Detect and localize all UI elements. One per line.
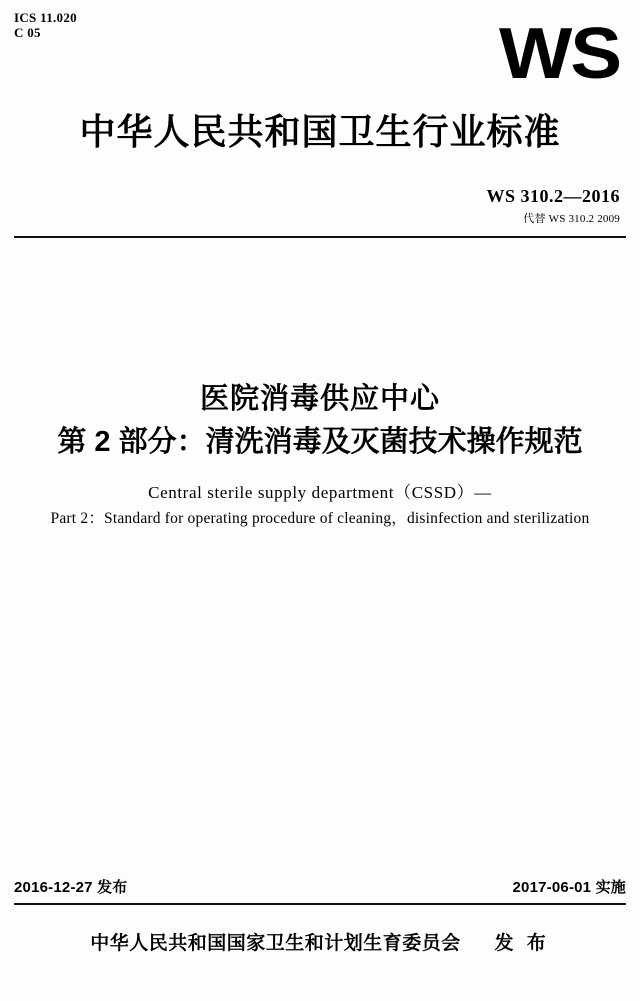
dates-row — [14, 876, 626, 897]
replaces-label: 代替 — [523, 213, 546, 225]
divider-bottom — [14, 903, 626, 905]
issue-date: 2016-12-27 发布 — [14, 879, 128, 896]
replaces-year: 2009 — [597, 213, 620, 225]
document-title-english-2: Part 2：Standard for operating procedure of cleaning，disinfection and sterilization — [50, 510, 590, 527]
document-title-line-2: 第 2 部分：清洗消毒及灭菌技术操作规范 — [57, 426, 583, 458]
replaces-value: WS 310.2 — [548, 213, 595, 225]
issuer-row — [0, 928, 640, 955]
ics-code: ICS 11.020 — [14, 10, 77, 25]
classification-code: C 05 — [14, 25, 41, 40]
series-title: 中华人民共和国卫生行业标准 — [79, 111, 561, 152]
divider-top — [14, 236, 626, 238]
replaces-line — [486, 210, 620, 226]
document-title-line-1: 医院消毒供应中心 — [199, 383, 440, 415]
issuer-action: 发 布 — [494, 933, 550, 954]
standard-number: WS 310.2—2016 — [486, 186, 620, 206]
document-title-block — [0, 378, 640, 532]
ws-logo: WS — [499, 14, 620, 94]
issuer-name: 中华人民共和国国家卫生和计划生育委员会 — [90, 933, 461, 954]
ics-block — [14, 10, 77, 40]
document-title-english-1: Central sterile supply department（CSSD）— — [148, 483, 492, 502]
effective-date: 2017-06-01 实施 — [512, 879, 626, 896]
standard-number-block — [486, 186, 620, 226]
